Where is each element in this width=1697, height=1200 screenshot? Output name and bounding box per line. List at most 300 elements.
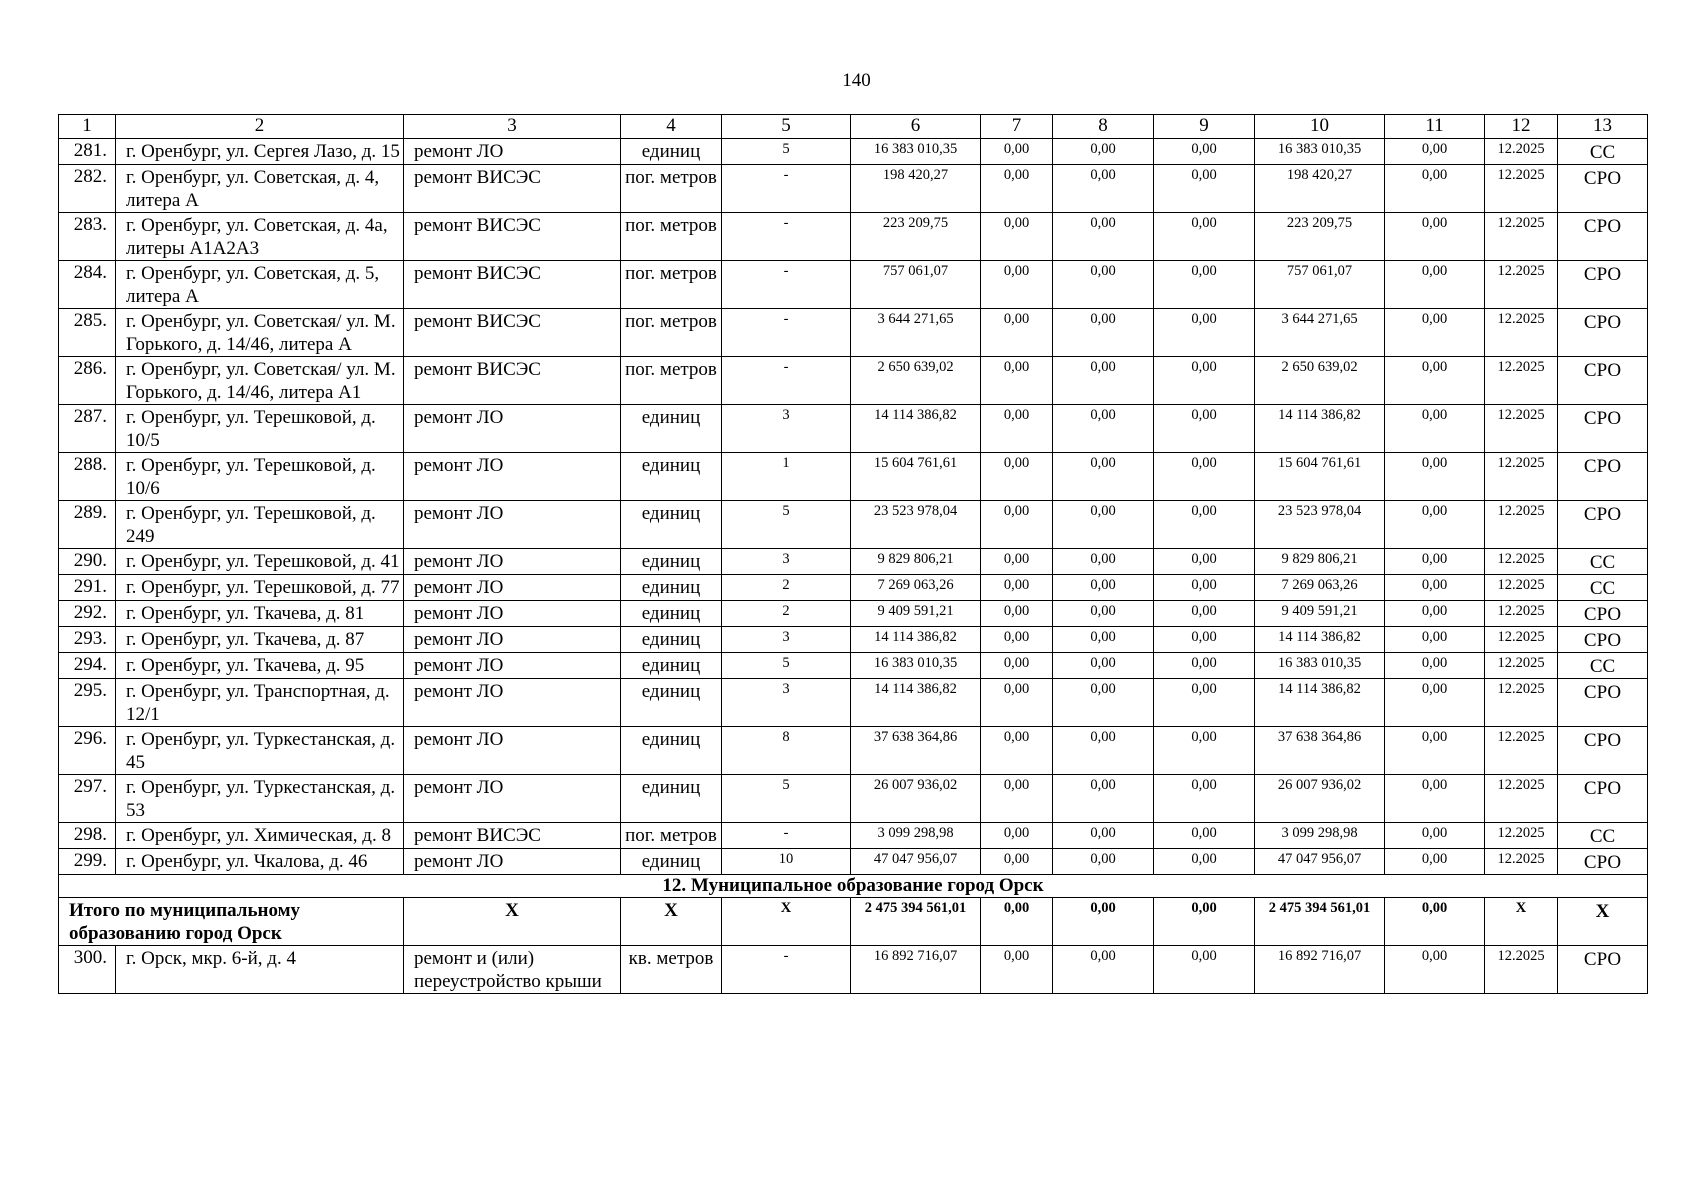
- address-cell: г. Оренбург, ул. Туркестанская, д. 45: [116, 727, 404, 775]
- row-number: 299.: [59, 849, 116, 875]
- column-number-6: 6: [851, 115, 981, 139]
- section-row: [59, 875, 1648, 898]
- value-cell-c6: 2 650 639,02: [851, 357, 981, 405]
- value-cell-c11: 0,00: [1385, 946, 1485, 994]
- table-row: [59, 775, 1648, 823]
- total-c8: 0,00: [1053, 898, 1154, 946]
- work-type-cell: ремонт и (или) переустройство крыши: [404, 946, 621, 994]
- value-cell-c9: 0,00: [1154, 165, 1255, 213]
- value-cell-qty: 5: [722, 653, 851, 679]
- value-cell-qty: -: [722, 946, 851, 994]
- value-cell-c12: 12.2025: [1485, 775, 1558, 823]
- value-cell-qty: -: [722, 165, 851, 213]
- value-cell-qty: 2: [722, 575, 851, 601]
- row-number: 295.: [59, 679, 116, 727]
- value-cell-c12: 12.2025: [1485, 453, 1558, 501]
- value-cell-c8: 0,00: [1053, 357, 1154, 405]
- table-row: [59, 501, 1648, 549]
- value-cell-c12: 12.2025: [1485, 213, 1558, 261]
- value-cell-c7: 0,00: [981, 139, 1053, 165]
- value-cell-qty: 5: [722, 501, 851, 549]
- contractor-type-cell: СРО: [1558, 501, 1648, 549]
- work-type-cell: ремонт ВИСЭС: [404, 165, 621, 213]
- contractor-type-cell: СС: [1558, 823, 1648, 849]
- value-cell-c11: 0,00: [1385, 405, 1485, 453]
- row-number: 285.: [59, 309, 116, 357]
- row-number: 281.: [59, 139, 116, 165]
- row-number: 293.: [59, 627, 116, 653]
- table-row: [59, 627, 1648, 653]
- address-cell: г. Оренбург, ул. Чкалова, д. 46: [116, 849, 404, 875]
- table-row: [59, 309, 1648, 357]
- unit-cell: пог. метров: [621, 823, 722, 849]
- row-number: 288.: [59, 453, 116, 501]
- work-type-cell: ремонт ВИСЭС: [404, 309, 621, 357]
- value-cell-c11: 0,00: [1385, 453, 1485, 501]
- contractor-type-cell: СРО: [1558, 453, 1648, 501]
- total-label: Итого по муниципальному образованию город Орск: [59, 898, 404, 946]
- column-number-12: 12: [1485, 115, 1558, 139]
- work-type-cell: ремонт ЛО: [404, 453, 621, 501]
- value-cell-c12: 12.2025: [1485, 575, 1558, 601]
- section-title: 12. Муниципальное образование город Орск: [59, 875, 1648, 898]
- value-cell-c10: 14 114 386,82: [1255, 627, 1385, 653]
- contractor-type-cell: СРО: [1558, 213, 1648, 261]
- value-cell-c9: 0,00: [1154, 357, 1255, 405]
- value-cell-qty: 2: [722, 601, 851, 627]
- value-cell-c6: 16 892 716,07: [851, 946, 981, 994]
- value-cell-c7: 0,00: [981, 165, 1053, 213]
- unit-cell: пог. метров: [621, 165, 722, 213]
- table-row: [59, 679, 1648, 727]
- value-cell-c9: 0,00: [1154, 653, 1255, 679]
- address-cell: г. Оренбург, ул. Ткачева, д. 95: [116, 653, 404, 679]
- value-cell-c9: 0,00: [1154, 775, 1255, 823]
- value-cell-c6: 26 007 936,02: [851, 775, 981, 823]
- address-cell: г. Оренбург, ул. Советская, д. 5, литера А: [116, 261, 404, 309]
- address-cell: г. Оренбург, ул. Ткачева, д. 81: [116, 601, 404, 627]
- address-cell: г. Оренбург, ул. Советская, д. 4а, литеры А1А2А3: [116, 213, 404, 261]
- work-type-cell: ремонт ЛО: [404, 139, 621, 165]
- value-cell-c6: 16 383 010,35: [851, 139, 981, 165]
- value-cell-c10: 9 829 806,21: [1255, 549, 1385, 575]
- value-cell-c7: 0,00: [981, 453, 1053, 501]
- value-cell-c10: 2 650 639,02: [1255, 357, 1385, 405]
- row-number: 287.: [59, 405, 116, 453]
- value-cell-c6: 3 099 298,98: [851, 823, 981, 849]
- contractor-type-cell: СРО: [1558, 775, 1648, 823]
- unit-cell: пог. метров: [621, 261, 722, 309]
- unit-cell: единиц: [621, 139, 722, 165]
- contractor-type-cell: СРО: [1558, 309, 1648, 357]
- value-cell-c8: 0,00: [1053, 453, 1154, 501]
- table-body: [59, 115, 1648, 994]
- address-cell: г. Оренбург, ул. Советская, д. 4, литера А: [116, 165, 404, 213]
- total-c13: Х: [1558, 898, 1648, 946]
- value-cell-c6: 9 409 591,21: [851, 601, 981, 627]
- value-cell-c8: 0,00: [1053, 165, 1154, 213]
- value-cell-c11: 0,00: [1385, 775, 1485, 823]
- value-cell-c11: 0,00: [1385, 501, 1485, 549]
- value-cell-c7: 0,00: [981, 849, 1053, 875]
- work-type-cell: ремонт ЛО: [404, 627, 621, 653]
- value-cell-c10: 47 047 956,07: [1255, 849, 1385, 875]
- value-cell-c8: 0,00: [1053, 405, 1154, 453]
- address-cell: г. Оренбург, ул. Терешковой, д. 77: [116, 575, 404, 601]
- address-cell: г. Оренбург, ул. Терешковой, д. 41: [116, 549, 404, 575]
- value-cell-c10: 15 604 761,61: [1255, 453, 1385, 501]
- column-number-1: 1: [59, 115, 116, 139]
- work-type-cell: ремонт ЛО: [404, 849, 621, 875]
- unit-cell: единиц: [621, 653, 722, 679]
- value-cell-c9: 0,00: [1154, 549, 1255, 575]
- value-cell-c9: 0,00: [1154, 823, 1255, 849]
- value-cell-c7: 0,00: [981, 261, 1053, 309]
- value-cell-c11: 0,00: [1385, 727, 1485, 775]
- value-cell-c12: 12.2025: [1485, 309, 1558, 357]
- value-cell-c11: 0,00: [1385, 165, 1485, 213]
- address-cell: г. Оренбург, ул. Советская/ ул. М. Горького, д. 14/46, литера А1: [116, 357, 404, 405]
- unit-cell: кв. метров: [621, 946, 722, 994]
- value-cell-c11: 0,00: [1385, 679, 1485, 727]
- value-cell-c11: 0,00: [1385, 653, 1485, 679]
- value-cell-c7: 0,00: [981, 575, 1053, 601]
- total-c12: Х: [1485, 898, 1558, 946]
- value-cell-qty: 5: [722, 139, 851, 165]
- value-cell-c12: 12.2025: [1485, 627, 1558, 653]
- value-cell-c7: 0,00: [981, 549, 1053, 575]
- work-type-cell: ремонт ЛО: [404, 727, 621, 775]
- table-row: [59, 653, 1648, 679]
- table-row: [59, 261, 1648, 309]
- value-cell-c10: 16 892 716,07: [1255, 946, 1385, 994]
- value-cell-c7: 0,00: [981, 775, 1053, 823]
- value-cell-c6: 14 114 386,82: [851, 405, 981, 453]
- row-number: 282.: [59, 165, 116, 213]
- value-cell-c8: 0,00: [1053, 575, 1154, 601]
- work-type-cell: ремонт ЛО: [404, 679, 621, 727]
- value-cell-c6: 14 114 386,82: [851, 627, 981, 653]
- address-cell: г. Оренбург, ул. Туркестанская, д. 53: [116, 775, 404, 823]
- value-cell-c10: 23 523 978,04: [1255, 501, 1385, 549]
- column-number-9: 9: [1154, 115, 1255, 139]
- column-number-8: 8: [1053, 115, 1154, 139]
- contractor-type-cell: СРО: [1558, 405, 1648, 453]
- address-cell: г. Оренбург, ул. Ткачева, д. 87: [116, 627, 404, 653]
- value-cell-c12: 12.2025: [1485, 357, 1558, 405]
- total-c4: Х: [621, 898, 722, 946]
- row-number: 291.: [59, 575, 116, 601]
- unit-cell: единиц: [621, 727, 722, 775]
- value-cell-c7: 0,00: [981, 653, 1053, 679]
- value-cell-c6: 14 114 386,82: [851, 679, 981, 727]
- value-cell-c8: 0,00: [1053, 601, 1154, 627]
- table-row: [59, 946, 1648, 994]
- value-cell-qty: 1: [722, 453, 851, 501]
- work-type-cell: ремонт ЛО: [404, 653, 621, 679]
- value-cell-c8: 0,00: [1053, 501, 1154, 549]
- value-cell-qty: 10: [722, 849, 851, 875]
- value-cell-c8: 0,00: [1053, 775, 1154, 823]
- value-cell-c6: 223 209,75: [851, 213, 981, 261]
- value-cell-c10: 14 114 386,82: [1255, 679, 1385, 727]
- value-cell-c10: 14 114 386,82: [1255, 405, 1385, 453]
- value-cell-c6: 9 829 806,21: [851, 549, 981, 575]
- total-c7: 0,00: [981, 898, 1053, 946]
- contractor-type-cell: СС: [1558, 575, 1648, 601]
- contractor-type-cell: СС: [1558, 139, 1648, 165]
- value-cell-c6: 47 047 956,07: [851, 849, 981, 875]
- unit-cell: единиц: [621, 679, 722, 727]
- value-cell-c11: 0,00: [1385, 357, 1485, 405]
- table-row: [59, 357, 1648, 405]
- work-type-cell: ремонт ВИСЭС: [404, 213, 621, 261]
- value-cell-qty: 5: [722, 775, 851, 823]
- table-row: [59, 849, 1648, 875]
- value-cell-c10: 3 099 298,98: [1255, 823, 1385, 849]
- value-cell-c7: 0,00: [981, 727, 1053, 775]
- column-number-5: 5: [722, 115, 851, 139]
- value-cell-c7: 0,00: [981, 501, 1053, 549]
- value-cell-c7: 0,00: [981, 946, 1053, 994]
- value-cell-c11: 0,00: [1385, 601, 1485, 627]
- value-cell-c7: 0,00: [981, 627, 1053, 653]
- value-cell-c8: 0,00: [1053, 627, 1154, 653]
- contractor-type-cell: СРО: [1558, 946, 1648, 994]
- total-c5: Х: [722, 898, 851, 946]
- row-number: 292.: [59, 601, 116, 627]
- value-cell-c12: 12.2025: [1485, 549, 1558, 575]
- contractor-type-cell: СРО: [1558, 727, 1648, 775]
- value-cell-c10: 757 061,07: [1255, 261, 1385, 309]
- address-cell: г. Оренбург, ул. Химическая, д. 8: [116, 823, 404, 849]
- total-c9: 0,00: [1154, 898, 1255, 946]
- column-number-11: 11: [1385, 115, 1485, 139]
- value-cell-c6: 3 644 271,65: [851, 309, 981, 357]
- value-cell-c7: 0,00: [981, 823, 1053, 849]
- value-cell-c11: 0,00: [1385, 627, 1485, 653]
- value-cell-c10: 26 007 936,02: [1255, 775, 1385, 823]
- table-row: [59, 165, 1648, 213]
- table-row: [59, 213, 1648, 261]
- row-number: 284.: [59, 261, 116, 309]
- total-c10: 2 475 394 561,01: [1255, 898, 1385, 946]
- value-cell-c9: 0,00: [1154, 679, 1255, 727]
- table-row: [59, 549, 1648, 575]
- table-row: [59, 405, 1648, 453]
- unit-cell: единиц: [621, 775, 722, 823]
- value-cell-c9: 0,00: [1154, 849, 1255, 875]
- value-cell-c9: 0,00: [1154, 946, 1255, 994]
- contractor-type-cell: СС: [1558, 549, 1648, 575]
- contractor-type-cell: СРО: [1558, 357, 1648, 405]
- value-cell-c9: 0,00: [1154, 453, 1255, 501]
- row-number: 297.: [59, 775, 116, 823]
- address-cell: г. Оренбург, ул. Транспортная, д. 12/1: [116, 679, 404, 727]
- value-cell-c10: 9 409 591,21: [1255, 601, 1385, 627]
- row-number: 298.: [59, 823, 116, 849]
- work-type-cell: ремонт ЛО: [404, 575, 621, 601]
- value-cell-c8: 0,00: [1053, 549, 1154, 575]
- value-cell-c12: 12.2025: [1485, 165, 1558, 213]
- contractor-type-cell: СРО: [1558, 165, 1648, 213]
- value-cell-c9: 0,00: [1154, 501, 1255, 549]
- column-number-13: 13: [1558, 115, 1648, 139]
- value-cell-c7: 0,00: [981, 357, 1053, 405]
- value-cell-c7: 0,00: [981, 309, 1053, 357]
- unit-cell: единиц: [621, 501, 722, 549]
- value-cell-c10: 16 383 010,35: [1255, 653, 1385, 679]
- row-number: 294.: [59, 653, 116, 679]
- row-number: 300.: [59, 946, 116, 994]
- value-cell-c8: 0,00: [1053, 653, 1154, 679]
- value-cell-c10: 7 269 063,26: [1255, 575, 1385, 601]
- column-number-2: 2: [116, 115, 404, 139]
- value-cell-c12: 12.2025: [1485, 501, 1558, 549]
- work-type-cell: ремонт ВИСЭС: [404, 357, 621, 405]
- unit-cell: единиц: [621, 575, 722, 601]
- value-cell-c8: 0,00: [1053, 679, 1154, 727]
- value-cell-qty: -: [722, 309, 851, 357]
- table-row: [59, 727, 1648, 775]
- value-cell-c8: 0,00: [1053, 213, 1154, 261]
- value-cell-qty: 8: [722, 727, 851, 775]
- value-cell-qty: 3: [722, 627, 851, 653]
- row-number: 290.: [59, 549, 116, 575]
- value-cell-qty: 3: [722, 405, 851, 453]
- work-type-cell: ремонт ЛО: [404, 775, 621, 823]
- address-cell: г. Оренбург, ул. Советская/ ул. М. Горького, д. 14/46, литера А: [116, 309, 404, 357]
- value-cell-c7: 0,00: [981, 213, 1053, 261]
- value-cell-c9: 0,00: [1154, 213, 1255, 261]
- column-number-10: 10: [1255, 115, 1385, 139]
- value-cell-c12: 12.2025: [1485, 653, 1558, 679]
- unit-cell: единиц: [621, 849, 722, 875]
- address-cell: г. Оренбург, ул. Терешковой, д. 10/6: [116, 453, 404, 501]
- value-cell-c9: 0,00: [1154, 727, 1255, 775]
- value-cell-c9: 0,00: [1154, 601, 1255, 627]
- value-cell-c10: 198 420,27: [1255, 165, 1385, 213]
- value-cell-c12: 12.2025: [1485, 679, 1558, 727]
- value-cell-c12: 12.2025: [1485, 727, 1558, 775]
- value-cell-c9: 0,00: [1154, 575, 1255, 601]
- table-row: [59, 575, 1648, 601]
- unit-cell: пог. метров: [621, 357, 722, 405]
- table-row: [59, 453, 1648, 501]
- value-cell-c8: 0,00: [1053, 727, 1154, 775]
- value-cell-c10: 223 209,75: [1255, 213, 1385, 261]
- row-number: 286.: [59, 357, 116, 405]
- repair-program-table: [58, 114, 1648, 994]
- contractor-type-cell: СРО: [1558, 679, 1648, 727]
- value-cell-c11: 0,00: [1385, 549, 1485, 575]
- table-row: [59, 139, 1648, 165]
- contractor-type-cell: СРО: [1558, 849, 1648, 875]
- value-cell-c8: 0,00: [1053, 946, 1154, 994]
- value-cell-c12: 12.2025: [1485, 946, 1558, 994]
- address-cell: г. Оренбург, ул. Сергея Лазо, д. 15: [116, 139, 404, 165]
- value-cell-c6: 757 061,07: [851, 261, 981, 309]
- total-c3: Х: [404, 898, 621, 946]
- work-type-cell: ремонт ЛО: [404, 405, 621, 453]
- value-cell-c10: 3 644 271,65: [1255, 309, 1385, 357]
- column-number-7: 7: [981, 115, 1053, 139]
- column-number-4: 4: [621, 115, 722, 139]
- total-row: [59, 898, 1648, 946]
- value-cell-qty: 3: [722, 549, 851, 575]
- address-cell: г. Оренбург, ул. Терешковой, д. 249: [116, 501, 404, 549]
- value-cell-qty: -: [722, 213, 851, 261]
- unit-cell: единиц: [621, 453, 722, 501]
- unit-cell: пог. метров: [621, 213, 722, 261]
- value-cell-c10: 37 638 364,86: [1255, 727, 1385, 775]
- value-cell-c9: 0,00: [1154, 405, 1255, 453]
- unit-cell: единиц: [621, 601, 722, 627]
- page-number: 140: [842, 70, 871, 91]
- value-cell-c6: 7 269 063,26: [851, 575, 981, 601]
- address-cell: г. Орск, мкр. 6-й, д. 4: [116, 946, 404, 994]
- value-cell-c9: 0,00: [1154, 261, 1255, 309]
- work-type-cell: ремонт ВИСЭС: [404, 823, 621, 849]
- value-cell-c11: 0,00: [1385, 261, 1485, 309]
- unit-cell: единиц: [621, 627, 722, 653]
- value-cell-qty: -: [722, 823, 851, 849]
- work-type-cell: ремонт ЛО: [404, 549, 621, 575]
- value-cell-c12: 12.2025: [1485, 849, 1558, 875]
- value-cell-c9: 0,00: [1154, 627, 1255, 653]
- work-type-cell: ремонт ВИСЭС: [404, 261, 621, 309]
- value-cell-c6: 23 523 978,04: [851, 501, 981, 549]
- value-cell-c7: 0,00: [981, 405, 1053, 453]
- column-number-header: [59, 115, 1648, 139]
- unit-cell: единиц: [621, 549, 722, 575]
- value-cell-c6: 37 638 364,86: [851, 727, 981, 775]
- value-cell-c11: 0,00: [1385, 309, 1485, 357]
- value-cell-c8: 0,00: [1053, 261, 1154, 309]
- value-cell-qty: -: [722, 261, 851, 309]
- value-cell-c8: 0,00: [1053, 139, 1154, 165]
- value-cell-c8: 0,00: [1053, 849, 1154, 875]
- value-cell-c6: 16 383 010,35: [851, 653, 981, 679]
- table-row: [59, 823, 1648, 849]
- row-number: 283.: [59, 213, 116, 261]
- unit-cell: пог. метров: [621, 309, 722, 357]
- value-cell-c10: 16 383 010,35: [1255, 139, 1385, 165]
- value-cell-c9: 0,00: [1154, 309, 1255, 357]
- value-cell-c8: 0,00: [1053, 309, 1154, 357]
- value-cell-c8: 0,00: [1053, 823, 1154, 849]
- value-cell-c11: 0,00: [1385, 139, 1485, 165]
- table-row: [59, 601, 1648, 627]
- value-cell-c12: 12.2025: [1485, 405, 1558, 453]
- value-cell-c12: 12.2025: [1485, 823, 1558, 849]
- value-cell-c12: 12.2025: [1485, 261, 1558, 309]
- value-cell-c11: 0,00: [1385, 849, 1485, 875]
- value-cell-c12: 12.2025: [1485, 139, 1558, 165]
- value-cell-c12: 12.2025: [1485, 601, 1558, 627]
- total-c11: 0,00: [1385, 898, 1485, 946]
- value-cell-qty: -: [722, 357, 851, 405]
- value-cell-c6: 15 604 761,61: [851, 453, 981, 501]
- value-cell-c6: 198 420,27: [851, 165, 981, 213]
- column-number-3: 3: [404, 115, 621, 139]
- row-number: 289.: [59, 501, 116, 549]
- address-cell: г. Оренбург, ул. Терешковой, д. 10/5: [116, 405, 404, 453]
- value-cell-c11: 0,00: [1385, 575, 1485, 601]
- work-type-cell: ремонт ЛО: [404, 601, 621, 627]
- unit-cell: единиц: [621, 405, 722, 453]
- work-type-cell: ремонт ЛО: [404, 501, 621, 549]
